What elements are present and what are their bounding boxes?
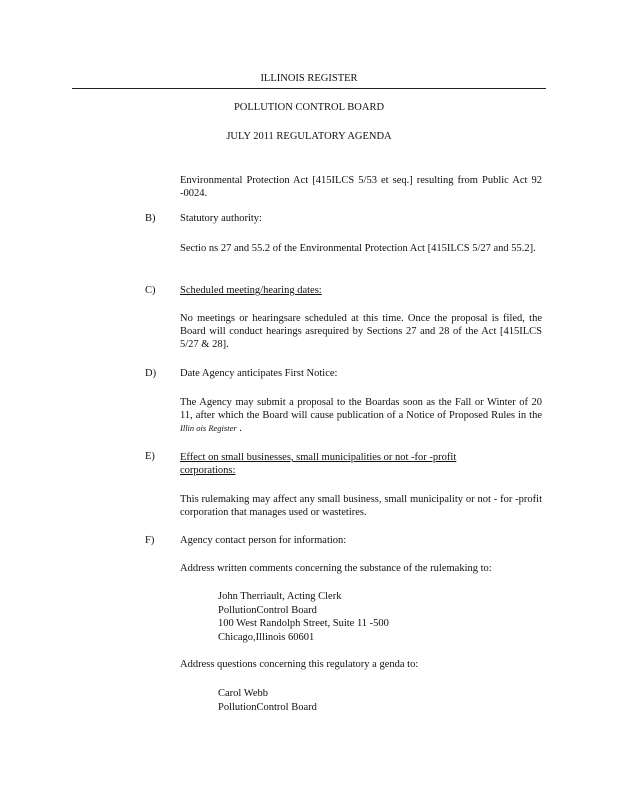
register-header: ILLINOIS REGISTER [260, 73, 358, 84]
section-d-heading: Date Agency anticipates First Notice: [180, 368, 338, 379]
section-c-letter: C) [145, 285, 156, 296]
section-e-body: This rulemaking may affect any small business, small municipality or not - for -profit corporation that manages used or wastetires. [180, 494, 542, 518]
address-line: Carol Webb [218, 688, 268, 699]
illinois-register-title: Illin ois Register [180, 423, 237, 433]
section-d-letter: D) [145, 368, 157, 379]
address-line: PollutionControl Board [218, 701, 317, 713]
comments-intro: Address written comments concerning the substance of the rulemaking to: [180, 563, 492, 574]
address-line: John Therriault, Acting Clerk [218, 591, 342, 602]
address-line: PollutionControl Board [218, 604, 317, 616]
address-line: Chicago,Illinois 60601 [218, 631, 315, 643]
comments-address [218, 590, 389, 644]
section-f-heading: Agency contact person for information: [180, 535, 347, 546]
board-title: POLLUTION CONTROL BOARD [233, 102, 385, 113]
section-d-body-text: The Agency may submit a proposal to the Boardas soon as the Fall or Winter of 20 11, after which the Board will cause publication of a Notice of Proposed Rules in the [180, 397, 542, 421]
section-b-letter: B) [145, 213, 156, 224]
section-e-heading: Effect on small businesses, small municipalities or not -for -profit corporations: [180, 452, 457, 476]
section-f-letter: F) [145, 535, 155, 546]
agenda-title: JULY 2011 REGULATORY AGENDA [226, 131, 392, 142]
questions-intro: Address questions concerning this regulatory a genda to: [180, 659, 419, 670]
questions-address [218, 687, 317, 714]
section-b-body: Sectio ns 27 and 55.2 of the Environmental Protection Act [415ILCS 5/27 and 55.2]. [180, 243, 536, 254]
section-d-body-end: . [236, 423, 242, 434]
address-line: 100 West Randolph Street, Suite 11 -500 [218, 618, 389, 629]
section-e-letter: E) [145, 451, 155, 462]
section-c-body: No meetings or hearingsare scheduled at this time. Once the proposal is filed, the Board will conduct hearings asrequired by Sections 27 and 28 of the Act [415ILCS 5/27 & 28]. [180, 313, 542, 350]
header-rule [72, 88, 546, 89]
section-d-body [180, 396, 542, 435]
section-c-heading: Scheduled meeting/hearing dates: [180, 285, 322, 296]
section-b-heading: Statutory authority: [180, 213, 262, 224]
intro-paragraph: Environmental Protection Act [415ILCS 5/53 et seq.] resulting from Public Act 92 -0024. [180, 175, 542, 199]
